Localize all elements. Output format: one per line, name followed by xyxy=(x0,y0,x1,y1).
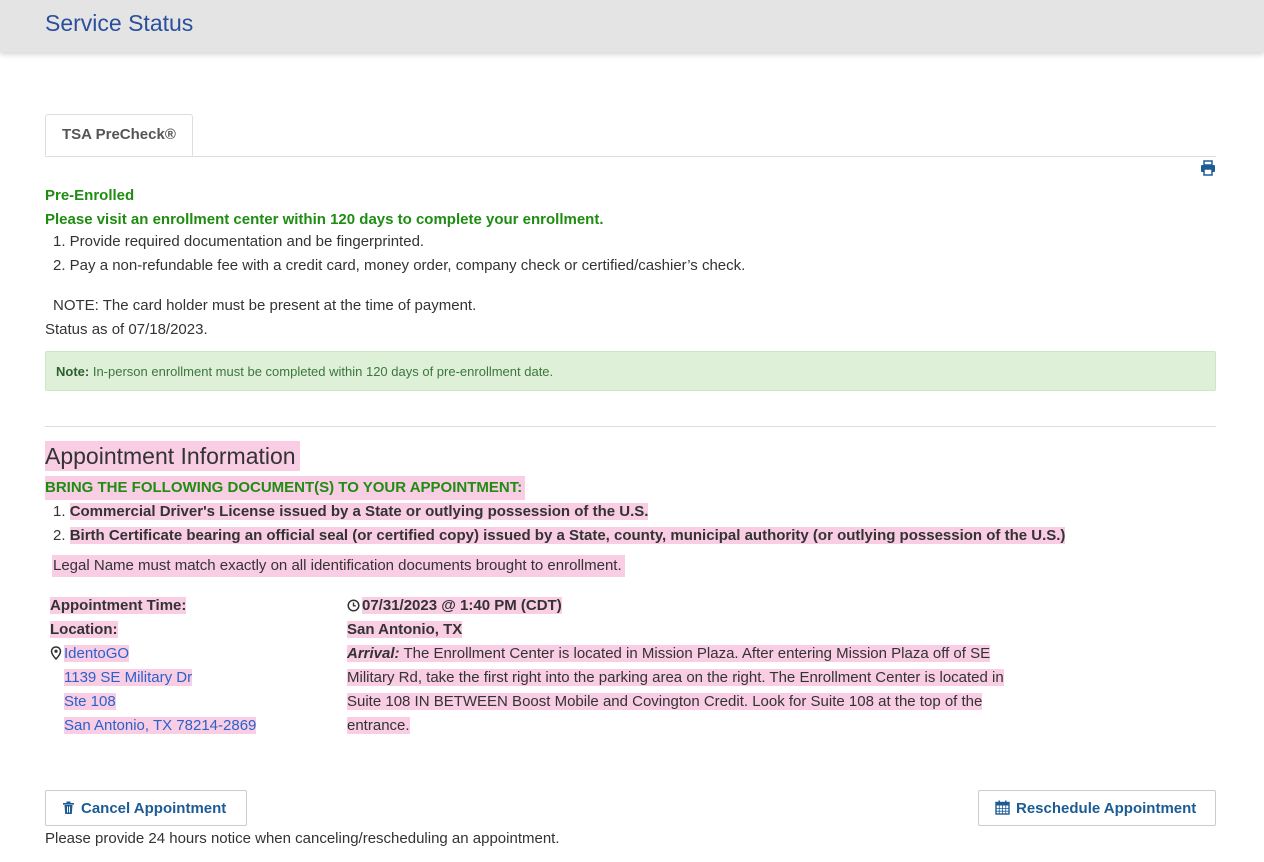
arrival-label: Arrival: xyxy=(347,645,400,662)
step-item: 2. Pay a non-refundable fee with a credit card, money order, company check or certified/cashier’s check. xyxy=(53,257,746,274)
document-number: 1. xyxy=(53,503,66,520)
status-heading xyxy=(45,184,604,232)
step-item: 1. Provide required documentation and be fingerprinted. xyxy=(53,233,425,250)
top-header xyxy=(0,0,1264,52)
location-value: San Antonio, TX xyxy=(347,621,463,638)
document-number: 2. xyxy=(53,527,66,544)
location-label: Location: xyxy=(50,621,118,638)
appointment-labels xyxy=(50,594,186,642)
note-label: Note: xyxy=(56,364,90,379)
required-documents-list xyxy=(53,500,1065,548)
document-item xyxy=(53,524,1065,548)
legal-name-note: Legal Name must match exactly on all identification documents brought to enrollment. xyxy=(52,555,625,577)
address-line2-link[interactable]: Ste 108 xyxy=(64,693,116,710)
note-text: In-person enrollment must be completed within 120 days of pre-enrollment date. xyxy=(92,364,554,379)
clock-icon xyxy=(347,596,360,609)
location-address xyxy=(50,642,256,738)
document-text: Commercial Driver's License issued by a State or outlying possession of the U.S. xyxy=(69,503,649,520)
tab-tsa-precheck[interactable]: TSA PreCheck® xyxy=(45,114,193,156)
enrollment-steps xyxy=(53,230,745,278)
status-state: Pre-Enrolled xyxy=(45,187,135,204)
status-date: Status as of 07/18/2023. xyxy=(45,321,208,338)
page-title: Service Status xyxy=(45,10,194,36)
trash-icon xyxy=(62,801,75,815)
cancel-appointment-button[interactable] xyxy=(45,790,247,826)
payment-note: NOTE: The card holder must be present at the time of payment. xyxy=(53,297,477,314)
document-item xyxy=(53,500,1065,524)
print-icon[interactable] xyxy=(1200,160,1216,176)
address-city-link[interactable]: San Antonio, TX 78214-2869 xyxy=(64,717,257,734)
appointment-time-value: 07/31/2023 @ 1:40 PM (CDT) xyxy=(362,597,562,614)
bring-documents-heading: BRING THE FOLLOWING DOCUMENT(S) TO YOUR APPOINTMENT: xyxy=(45,476,525,500)
appointment-time-label: Appointment Time: xyxy=(50,597,187,614)
arrival-instructions xyxy=(347,645,1004,734)
section-divider xyxy=(45,426,1216,427)
map-marker-icon xyxy=(50,644,62,658)
location-name-link[interactable]: IdentoGO xyxy=(64,645,130,662)
reschedule-button-label: Reschedule Appointment xyxy=(1016,800,1197,817)
appointment-details xyxy=(347,594,1027,738)
appointment-heading: Appointment Information xyxy=(45,441,300,471)
cancellation-notice: Please provide 24 hours notice when canceling/rescheduling an appointment. xyxy=(45,830,560,847)
address-line1-link[interactable]: 1139 SE Military Dr xyxy=(64,669,193,686)
reschedule-appointment-button[interactable] xyxy=(978,790,1216,826)
cancel-button-label: Cancel Appointment xyxy=(81,800,227,817)
calendar-icon xyxy=(995,800,1010,815)
arrival-text: The Enrollment Center is located in Mission Plaza. After entering Mission Plaza off of SE Military Rd, take the first right into the parking area on the right. The Enrollment Center is located in Suite 108 IN BETWEEN Boost Mobile and Covington Credit. Look for Suite 108 at the top of the entrance. xyxy=(347,645,1004,734)
enrollment-note-alert xyxy=(45,351,1216,391)
document-text: Birth Certificate bearing an official seal (or certified copy) issued by a State, county, municipal authority (or outlying possession of the U.S.) xyxy=(69,527,1066,544)
status-instruction: Please visit an enrollment center within 120 days to complete your enrollment. xyxy=(45,211,604,228)
tab-bar xyxy=(45,114,1216,157)
